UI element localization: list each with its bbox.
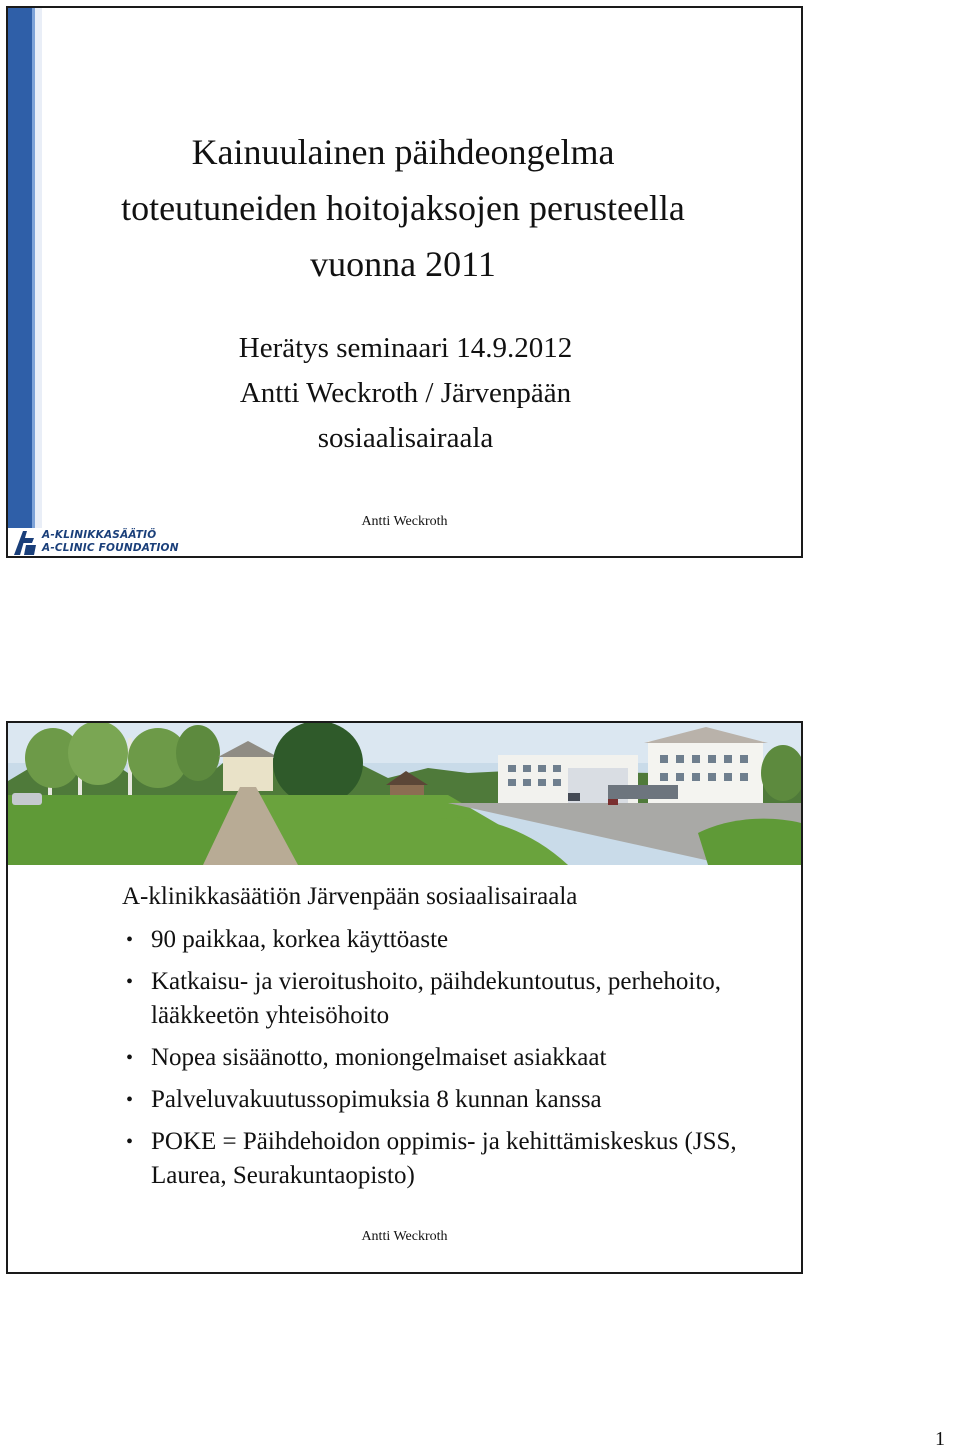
list-item: [122, 1125, 782, 1193]
bullet-icon: •: [126, 1131, 134, 1153]
subtitle-line: Herätys seminaari 14.9.2012: [238, 332, 573, 364]
slide-footer: Antti Weckroth: [361, 514, 448, 529]
logo-text-finnish: A-KLINIKKASÄÄTIÖ: [42, 529, 157, 541]
subtitle-line: sosiaalisairaala: [317, 422, 494, 454]
list-item: [122, 923, 782, 957]
left-accent-band: [8, 8, 42, 528]
slide-1: [6, 6, 803, 558]
list-item: [122, 1041, 782, 1075]
list-item: [122, 1083, 782, 1117]
panorama-image: [8, 723, 801, 865]
list-item-text: Palveluvakuutussopimuksia 8 kunnan kanssa: [151, 1086, 602, 1113]
slide-subtitle: [128, 326, 683, 461]
list-item-text: 90 paikkaa, korkea käyttöaste: [151, 926, 449, 953]
slide-heading: A-klinikkasäätiön Järvenpään sosiaalisairaala: [122, 883, 578, 910]
slide-title: [48, 124, 758, 292]
subtitle-line: Antti Weckroth / Järvenpään: [239, 377, 572, 409]
slide-footer: Antti Weckroth: [361, 1229, 448, 1244]
bullet-list: [122, 923, 782, 1201]
bullet-icon: •: [126, 1047, 134, 1069]
page-number: 1: [935, 1428, 945, 1450]
a-clinic-logo-icon: [12, 528, 38, 556]
list-item-text: Nopea sisäänotto, moniongelmaiset asiakkaat: [151, 1044, 607, 1071]
bullet-icon: •: [126, 971, 134, 993]
title-line: vuonna 2011: [310, 244, 496, 284]
logo-text-english: A-CLINIC FOUNDATION: [42, 542, 179, 554]
hospital-panorama-photo: [8, 723, 801, 865]
a-clinic-foundation-logo: [12, 528, 179, 556]
title-line: Kainuulainen päihdeongelma: [191, 132, 615, 172]
bullet-icon: •: [126, 929, 134, 951]
list-item-text: POKE = Päihdehoidon oppimis- ja kehittämiskeskus (JSS, Laurea, Seurakuntaopisto): [151, 1128, 737, 1189]
slide-2: [6, 721, 803, 1274]
list-item: [122, 965, 782, 1033]
list-item-text: Katkaisu- ja vieroitushoito, päihdekuntoutus, perhehoito, lääkkeetön yhteisöhoito: [151, 968, 722, 1029]
title-line: toteutuneiden hoitojaksojen perusteella: [121, 188, 685, 228]
bullet-icon: •: [126, 1089, 134, 1111]
